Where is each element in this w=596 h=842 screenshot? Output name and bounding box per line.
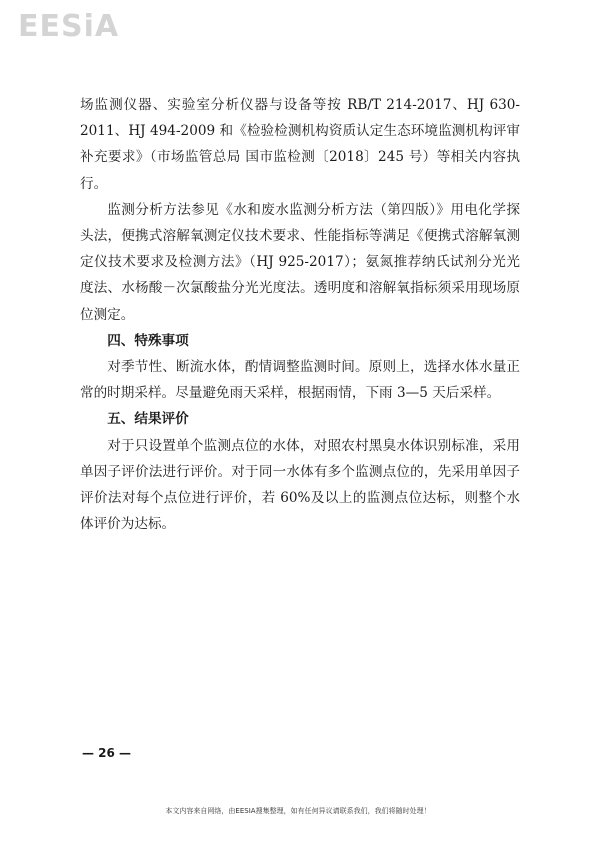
document-body — [80, 92, 520, 537]
section-heading-special-matters: 四、特殊事项 — [107, 332, 189, 349]
paragraph-result-evaluation: 对于只设置单个监测点位的水体，对照农村黑臭水体识别标准，采用单因子评价法进行评价。对于同一水体有多个监测点位的，先采用单因子评价法对每个点位进行评价，若 60%及以上的监测点位达标，则整个水体评价为达标。 — [80, 437, 520, 533]
paragraph-analysis-methods: 监测分析方法参见《水和废水监测分析方法（第四版）》用电化学探头法，便携式溶解氧测定仪技术要求、性能指标等满足《便携式溶解氧测定仪技术要求及检测方法》（HJ 925-2017）；氨氮推荐纳氏试剂分光光度法、水杨酸－次氯酸盐分光光度法。透明度和溶解氧指标须采用现场原位测定。 — [80, 201, 520, 323]
eesia-logo: EESiA — [18, 9, 120, 44]
paragraph-equipment-standards: 场监测仪器、实验室分析仪器与设备等按 RB/T 214-2017、HJ 630-2011、HJ 494-2009 和《检验检测机构资质认定生态环境监测机构评审补充要求》（市场监管总局 国市监检测〔2018〕245 号）等相关内容执行。 — [80, 97, 520, 192]
footer-notice: 本文内容来自网络，由EESIA搜集整理，如有任何异议请联系我们，我们将随时处理！ — [165, 807, 431, 815]
paragraph-special-matters: 对季节性、断流水体，酌情调整监测时间。原则上，选择水体水量正常的时期采样。尽量避免雨天采样，根据雨情，下雨 3—5 天后采样。 — [80, 359, 520, 402]
page-number: — 26 — — [82, 746, 132, 760]
section-heading-result-evaluation: 五、结果评价 — [107, 411, 189, 428]
